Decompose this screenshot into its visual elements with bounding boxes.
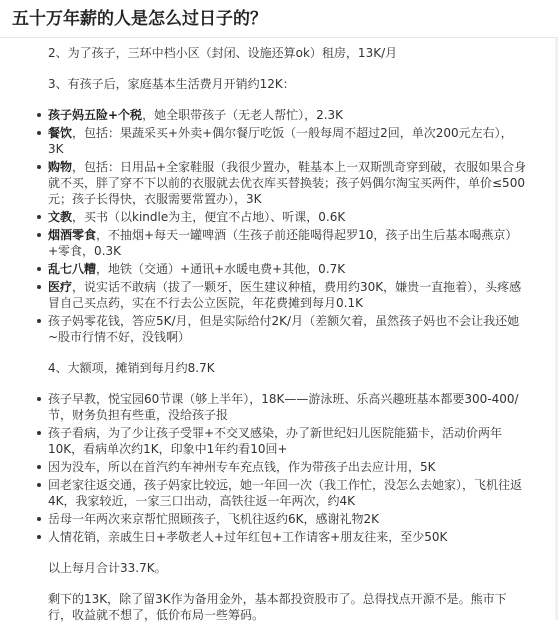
item-text: ，包括：日用品+全家鞋服（我很少置办，鞋基本上一双斯凯奇穿到破，衣服如果合身就不买，胖了穿不下以前的衣服就去优衣库买替换装；孩子妈偶尔淘宝买两件，单价≤500元；孩子长得快，衣服需要常置办），3K bbox=[48, 160, 527, 206]
item-label: 文教 bbox=[48, 210, 73, 224]
living-expenses-heading: 3、有孩子后，家庭基本生活费月开销约12K： bbox=[48, 77, 295, 91]
item-label: 购物 bbox=[48, 160, 73, 174]
article-body bbox=[0, 39, 558, 620]
item-text: ，买书（以kindle为主，便宜不占地）、听课，0.6K bbox=[72, 210, 346, 224]
list-item bbox=[48, 261, 528, 277]
list-item bbox=[48, 209, 528, 225]
large-expenses-heading: 4、大额项，摊销到每月约8.7K bbox=[48, 361, 215, 375]
list-item bbox=[48, 125, 528, 157]
item-label: 乱七八糟 bbox=[48, 262, 97, 276]
list-item: 孩子早教，悦宝园60节课（够上半年），18K——游泳班、乐高兴趣班基本都要300-400/节，财务负担有些重，没给孩子报 bbox=[48, 391, 528, 423]
large-expenses-list bbox=[48, 391, 528, 545]
item-text: ，她全职带孩子（无老人帮忙），2.3K bbox=[142, 108, 344, 122]
list-item bbox=[48, 159, 528, 207]
list-item bbox=[48, 279, 528, 311]
item-text: ，不抽烟+每天一罐啤酒（生孩子前还能喝得起罗10，孩子出生后基本喝燕京）+零食，0.3K bbox=[48, 228, 518, 258]
total-paragraph: 以上每月合计33.7K。 bbox=[48, 561, 167, 575]
list-item bbox=[48, 107, 528, 123]
article-title: 五十万年薪的人是怎么过日子的？ bbox=[12, 9, 267, 29]
living-expenses-list bbox=[48, 107, 528, 345]
item-label: 孩子妈五险+个税 bbox=[48, 108, 143, 122]
rent-paragraph: 2、为了孩子，三环中档小区（封闭、设施还算ok）租房，13K/月 bbox=[48, 46, 398, 60]
closing-paragraph: 剩下的13K，除了留3K作为备用金外，基本都投资股市了。总得找点开源不是。熊市下行，收益就不想了，低价布局一些筹码。 bbox=[48, 592, 507, 622]
list-item: 回老家往返交通，孩子妈家比较远，她一年回一次（我工作忙，没怎么去她家），飞机往返4K，我家较近，一家三口出动，高铁往返一年两次，约4K bbox=[48, 477, 528, 509]
item-label: 医疗 bbox=[48, 280, 73, 294]
list-item: 岳母一年两次来京帮忙照顾孩子，飞机往返约6K，感谢礼物2K bbox=[48, 511, 528, 527]
list-item: 因为没车，所以在首汽约车神州专车充点钱，作为带孩子出去应计用，5K bbox=[48, 459, 528, 475]
list-item: 孩子看病，为了少让孩子受罪+不交叉感染，办了新世纪妇儿医院能猫卡，活动价两年10K，看病单次约1K，印象中1年约看10回+ bbox=[48, 425, 528, 457]
item-label: 烟酒零食 bbox=[48, 228, 97, 242]
item-label: 餐饮 bbox=[48, 126, 73, 140]
item-text: ，包括：果蔬采买+外卖+偶尔餐厅吃饭（一般每周不超过2回，单次200元左右），3K bbox=[48, 126, 513, 156]
title-bar bbox=[0, 0, 558, 38]
item-text: ，说实话不敢病（拔了一颗牙，医生建议种植，费用约30K，嫌贵一直拖着），头疼感冒自己买点药，实在不行去公立医院，年花费摊到每月0.1K bbox=[48, 280, 522, 310]
list-item bbox=[48, 227, 528, 259]
list-item bbox=[48, 313, 528, 345]
list-item: 人情花销，亲戚生日+孝敬老人+过年红包+工作请客+朋友往来，至少50K bbox=[48, 529, 528, 545]
item-text: ，地铁（交通）+通讯+水暖电费+其他，0.7K bbox=[96, 262, 346, 276]
item-text: 孩子妈零花钱，答应5K/月，但是实际给付2K/月（差额欠着，虽然孩子妈也不会让我还她~股市行情不好，没钱啊） bbox=[48, 314, 520, 344]
